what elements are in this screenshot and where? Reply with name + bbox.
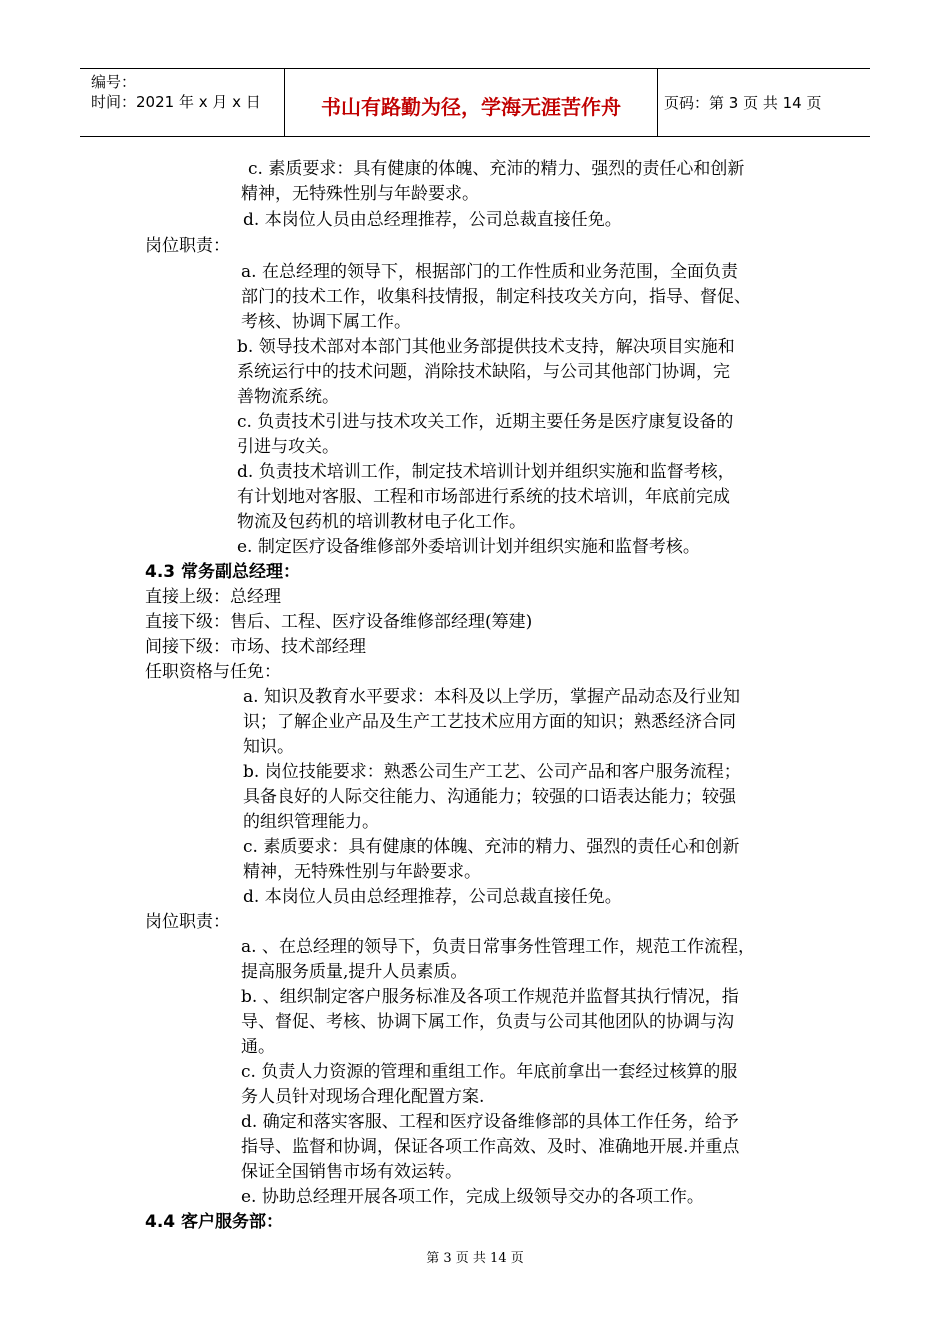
text-line: b. 岗位技能要求：熟悉公司生产工艺、公司产品和客户服务流程； bbox=[243, 762, 741, 782]
text-line: d. 本岗位人员由总经理推荐，公司总裁直接任免。 bbox=[243, 887, 622, 907]
text-line: 保证全国销售市场有效运转。 bbox=[241, 1162, 462, 1182]
section-label: 岗位职责： bbox=[145, 236, 230, 256]
text-line: 知识。 bbox=[243, 737, 294, 757]
document-number-label: 编号： bbox=[91, 73, 137, 91]
section-heading: 4.3 常务副总经理： bbox=[145, 562, 301, 582]
text-line: 有计划地对客服、工程和市场部进行系统的技术培训，年底前完成 bbox=[237, 487, 730, 507]
text-line: 考核、协调下属工作。 bbox=[241, 312, 411, 332]
text-line: b. 、组织制定客户服务标准及各项工作规范并监督其执行情况，指 bbox=[241, 987, 739, 1007]
text-line: e. 制定医疗设备维修部外委培训计划并组织实施和监督考核。 bbox=[237, 537, 700, 557]
text-line: c. 负责技术引进与技术攻关工作，近期主要任务是医疗康复设备的 bbox=[237, 412, 734, 432]
text-line: 系统运行中的技术问题，消除技术缺陷，与公司其他部门协调，完 bbox=[237, 362, 730, 382]
header-left-cell bbox=[80, 69, 284, 136]
text-line: 善物流系统。 bbox=[237, 387, 339, 407]
section-heading: 4.4 客户服务部： bbox=[145, 1212, 284, 1232]
text-line: e. 协助总经理开展各项工作，完成上级领导交办的各项工作。 bbox=[241, 1187, 704, 1207]
text-line: 通。 bbox=[241, 1037, 275, 1057]
text-line: a. 知识及教育水平要求：本科及以上学历，掌握产品动态及行业知 bbox=[243, 687, 740, 707]
text-line: 精神，无特殊性别与年龄要求。 bbox=[243, 862, 481, 882]
text-line: 务人员针对现场合理化配置方案. bbox=[241, 1087, 485, 1107]
text-line: d. 本岗位人员由总经理推荐，公司总裁直接任免。 bbox=[243, 210, 622, 230]
text-line: d. 确定和落实客服、工程和医疗设备维修部的具体工作任务，给予 bbox=[241, 1112, 739, 1132]
text-line: 物流及包药机的培训教材电子化工作。 bbox=[237, 512, 526, 532]
text-line: a. 在总经理的领导下，根据部门的工作性质和业务范围，全面负责 bbox=[241, 262, 738, 282]
document-date: 时间：2021 年 x 月 x 日 bbox=[91, 93, 261, 111]
text-line: c. 素质要求：具有健康的体魄、充沛的精力、强烈的责任心和创新 bbox=[243, 837, 740, 857]
header-motto: 书山有路勤为径，学海无涯苦作舟 bbox=[284, 69, 658, 136]
section-label: 岗位职责： bbox=[145, 912, 230, 932]
section-label: 任职资格与任免： bbox=[145, 662, 281, 682]
text-line: 指导、监督和协调，保证各项工作高效、及时、准确地开展.并重点 bbox=[241, 1137, 740, 1157]
text-line: 提高服务质量,提升人员素质。 bbox=[241, 962, 468, 982]
text-line: 直接上级：总经理 bbox=[145, 587, 281, 607]
text-line: a. 、在总经理的领导下，负责日常事务性管理工作，规范工作流程， bbox=[241, 937, 755, 957]
text-line: c. 素质要求：具有健康的体魄、充沛的精力、强烈的责任心和创新 bbox=[248, 159, 745, 179]
page-footer: 第 3 页 共 14 页 bbox=[426, 1251, 524, 1266]
text-line: 精神，无特殊性别与年龄要求。 bbox=[241, 184, 479, 204]
page-header bbox=[80, 68, 870, 137]
header-page-info: 页码：第 3 页 共 14 页 bbox=[664, 94, 822, 112]
text-line: 识；了解企业产品及生产工艺技术应用方面的知识；熟悉经济合同 bbox=[243, 712, 736, 732]
text-line: c. 负责人力资源的管理和重组工作。年底前拿出一套经过核算的服 bbox=[241, 1062, 738, 1082]
text-line: 部门的技术工作，收集科技情报，制定科技攻关方向，指导、督促、 bbox=[241, 287, 751, 307]
text-line: 间接下级：市场、技术部经理 bbox=[145, 637, 366, 657]
text-line: 导、督促、考核、协调下属工作，负责与公司其他团队的协调与沟 bbox=[241, 1012, 734, 1032]
text-line: b. 领导技术部对本部门其他业务部提供技术支持，解决项目实施和 bbox=[237, 337, 735, 357]
text-line: d. 负责技术培训工作，制定技术培训计划并组织实施和监督考核， bbox=[237, 462, 735, 482]
text-line: 直接下级：售后、工程、医疗设备维修部经理(筹建) bbox=[145, 612, 533, 632]
text-line: 具备良好的人际交往能力、沟通能力；较强的口语表达能力；较强 bbox=[243, 787, 736, 807]
text-line: 引进与攻关。 bbox=[237, 437, 339, 457]
text-line: 的组织管理能力。 bbox=[243, 812, 379, 832]
